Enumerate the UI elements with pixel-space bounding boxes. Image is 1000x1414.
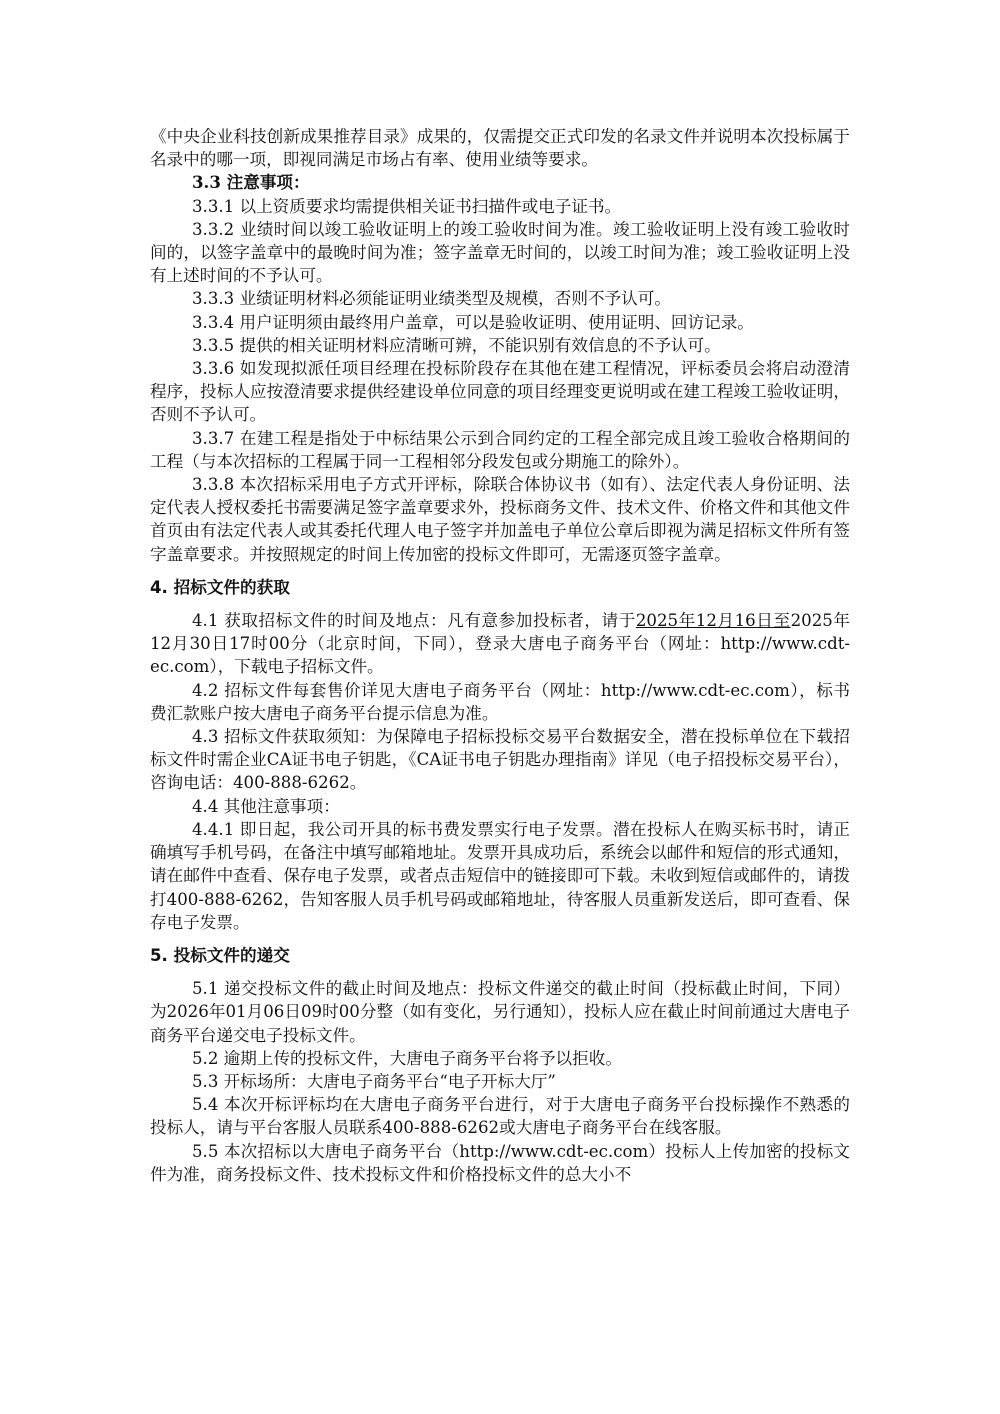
clause-3-3-2: 3.3.2 业绩时间以竣工验收证明上的竣工验收时间为准。竣工验收证明上没有竣工验收时间的，以签字盖章中的最晚时间为准；签字盖章无时间的，以竣工时间为准；竣工验收证明上没有上述时间的不予认可。 <box>150 219 850 286</box>
clause-3-3-8: 3.3.8 本次招标采用电子方式开评标，除联合体协议书（如有）、法定代表人身份证明、法定代表人授权委托书需要满足签字盖章要求外，投标商务文件、技术文件、价格文件和其他文件首页由有法定代表人或其委托代理人电子签字并加盖电子单位公章后即视为满足招标文件所有签字盖章要求。并按照规定的时间上传加密的投标文件即可，无需逐页签字盖章。 <box>150 475 850 564</box>
clause-5-4: 5.4 本次开标评标均在大唐电子商务平台进行，对于大唐电子商务平台投标操作不熟悉的投标人，请与平台客服人员联系400-888-6262或大唐电子商务平台在线客服。 <box>150 1095 850 1138</box>
clause-5-2: 5.2 逾期上传的投标文件，大唐电子商务平台将予以拒收。 <box>192 1048 622 1068</box>
clause-4-1 <box>150 609 850 679</box>
section-5-heading: 5. 投标文件的递交 <box>150 945 290 965</box>
document-page <box>150 125 850 1186</box>
section-4-heading: 4. 招标文件的获取 <box>150 577 290 597</box>
intro-paragraph: 《中央企业科技创新成果推荐目录》成果的，仅需提交正式印发的名录文件并说明本次投标属于名录中的哪一项，即视同满足市场占有率、使用业绩等要求。 <box>150 127 850 170</box>
clause-5-5: 5.5 本次招标以大唐电子商务平台（http://www.cdt-ec.com）投标人上传加密的投标文件为准，商务投标文件、技术投标文件和价格投标文件的总大小不 <box>150 1141 850 1184</box>
clause-4-2: 4.2 招标文件每套售价详见大唐电子商务平台（网址：http://www.cdt-ec.com），标书费汇款账户按大唐电子商务平台提示信息为准。 <box>150 680 850 723</box>
clause-5-1: 5.1 递交投标文件的截止时间及地点：投标文件递交的截止时间（投标截止时间，下同）为2026年01月06日09时00分整（如有变化，另行通知），投标人应在截止时间前通过大唐电子商务平台递交电子投标文件。 <box>150 979 850 1045</box>
clause-4-3: 4.3 招标文件获取须知：为保障电子招标投标交易平台数据安全，潜在投标单位在下载招标文件时需企业CA证书电子钥匙，《CA证书电子钥匙办理指南》详见（电子招投标交易平台），咨询电话：400-888-6262。 <box>150 727 850 793</box>
clause-5-3: 5.3 开标场所：大唐电子商务平台“电子开标大厅” <box>192 1071 556 1091</box>
clause-3-3-4: 3.3.4 用户证明须由最终用户盖章，可以是验收证明、使用证明、回访记录。 <box>192 312 754 332</box>
clause-4-1-date: 2025年12月16日至 <box>635 611 791 631</box>
clause-3-3-1: 3.3.1 以上资质要求均需提供相关证书扫描件或电子证书。 <box>192 196 622 216</box>
clause-4-4: 4.4 其他注意事项： <box>192 796 340 816</box>
clause-3-3-6: 3.3.6 如发现拟派任项目经理在投标阶段存在其他在建工程情况，评标委员会将启动澄清程序，投标人应按澄清要求提供经建设单位同意的项目经理变更说明或在建工程竣工验收证明，否则不予认可。 <box>150 359 850 425</box>
clause-3-3-5: 3.3.5 提供的相关证明材料应清晰可辨，不能识别有效信息的不予认可。 <box>192 335 721 355</box>
section-3-3-title: 3.3 注意事项： <box>192 172 310 193</box>
clause-4-1-pre: 4.1 获取招标文件的时间及地点：凡有意参加投标者，请于 <box>192 611 636 631</box>
clause-4-1-post: 2025年12月30日17时00分（北京时间，下同），登录大唐电子商务平台（网址：http://www.cdt-ec.com），下载电子招标文件。 <box>150 611 850 677</box>
clause-4-4-1: 4.4.1 即日起，我公司开具的标书费发票实行电子发票。潜在投标人在购买标书时，请正确填写手机号码，在备注中填写邮箱地址。发票开具成功后，系统会以邮件和短信的形式通知，请在邮件中查看、保存电子发票，或者点击短信中的链接即可下载。未收到短信或邮件的，请拨打400-888-6262，告知客服人员手机号码或邮箱地址，待客服人员重新发送后，即可查看、保存电子发票。 <box>150 819 850 932</box>
clause-3-3-7: 3.3.7 在建工程是指处于中标结果公示到合同约定的工程全部完成且竣工验收合格期间的工程（与本次招标的工程属于同一工程相邻分段发包或分期施工的除外）。 <box>150 428 850 471</box>
clause-3-3-3: 3.3.3 业绩证明材料必须能证明业绩类型及规模，否则不予认可。 <box>192 289 671 309</box>
